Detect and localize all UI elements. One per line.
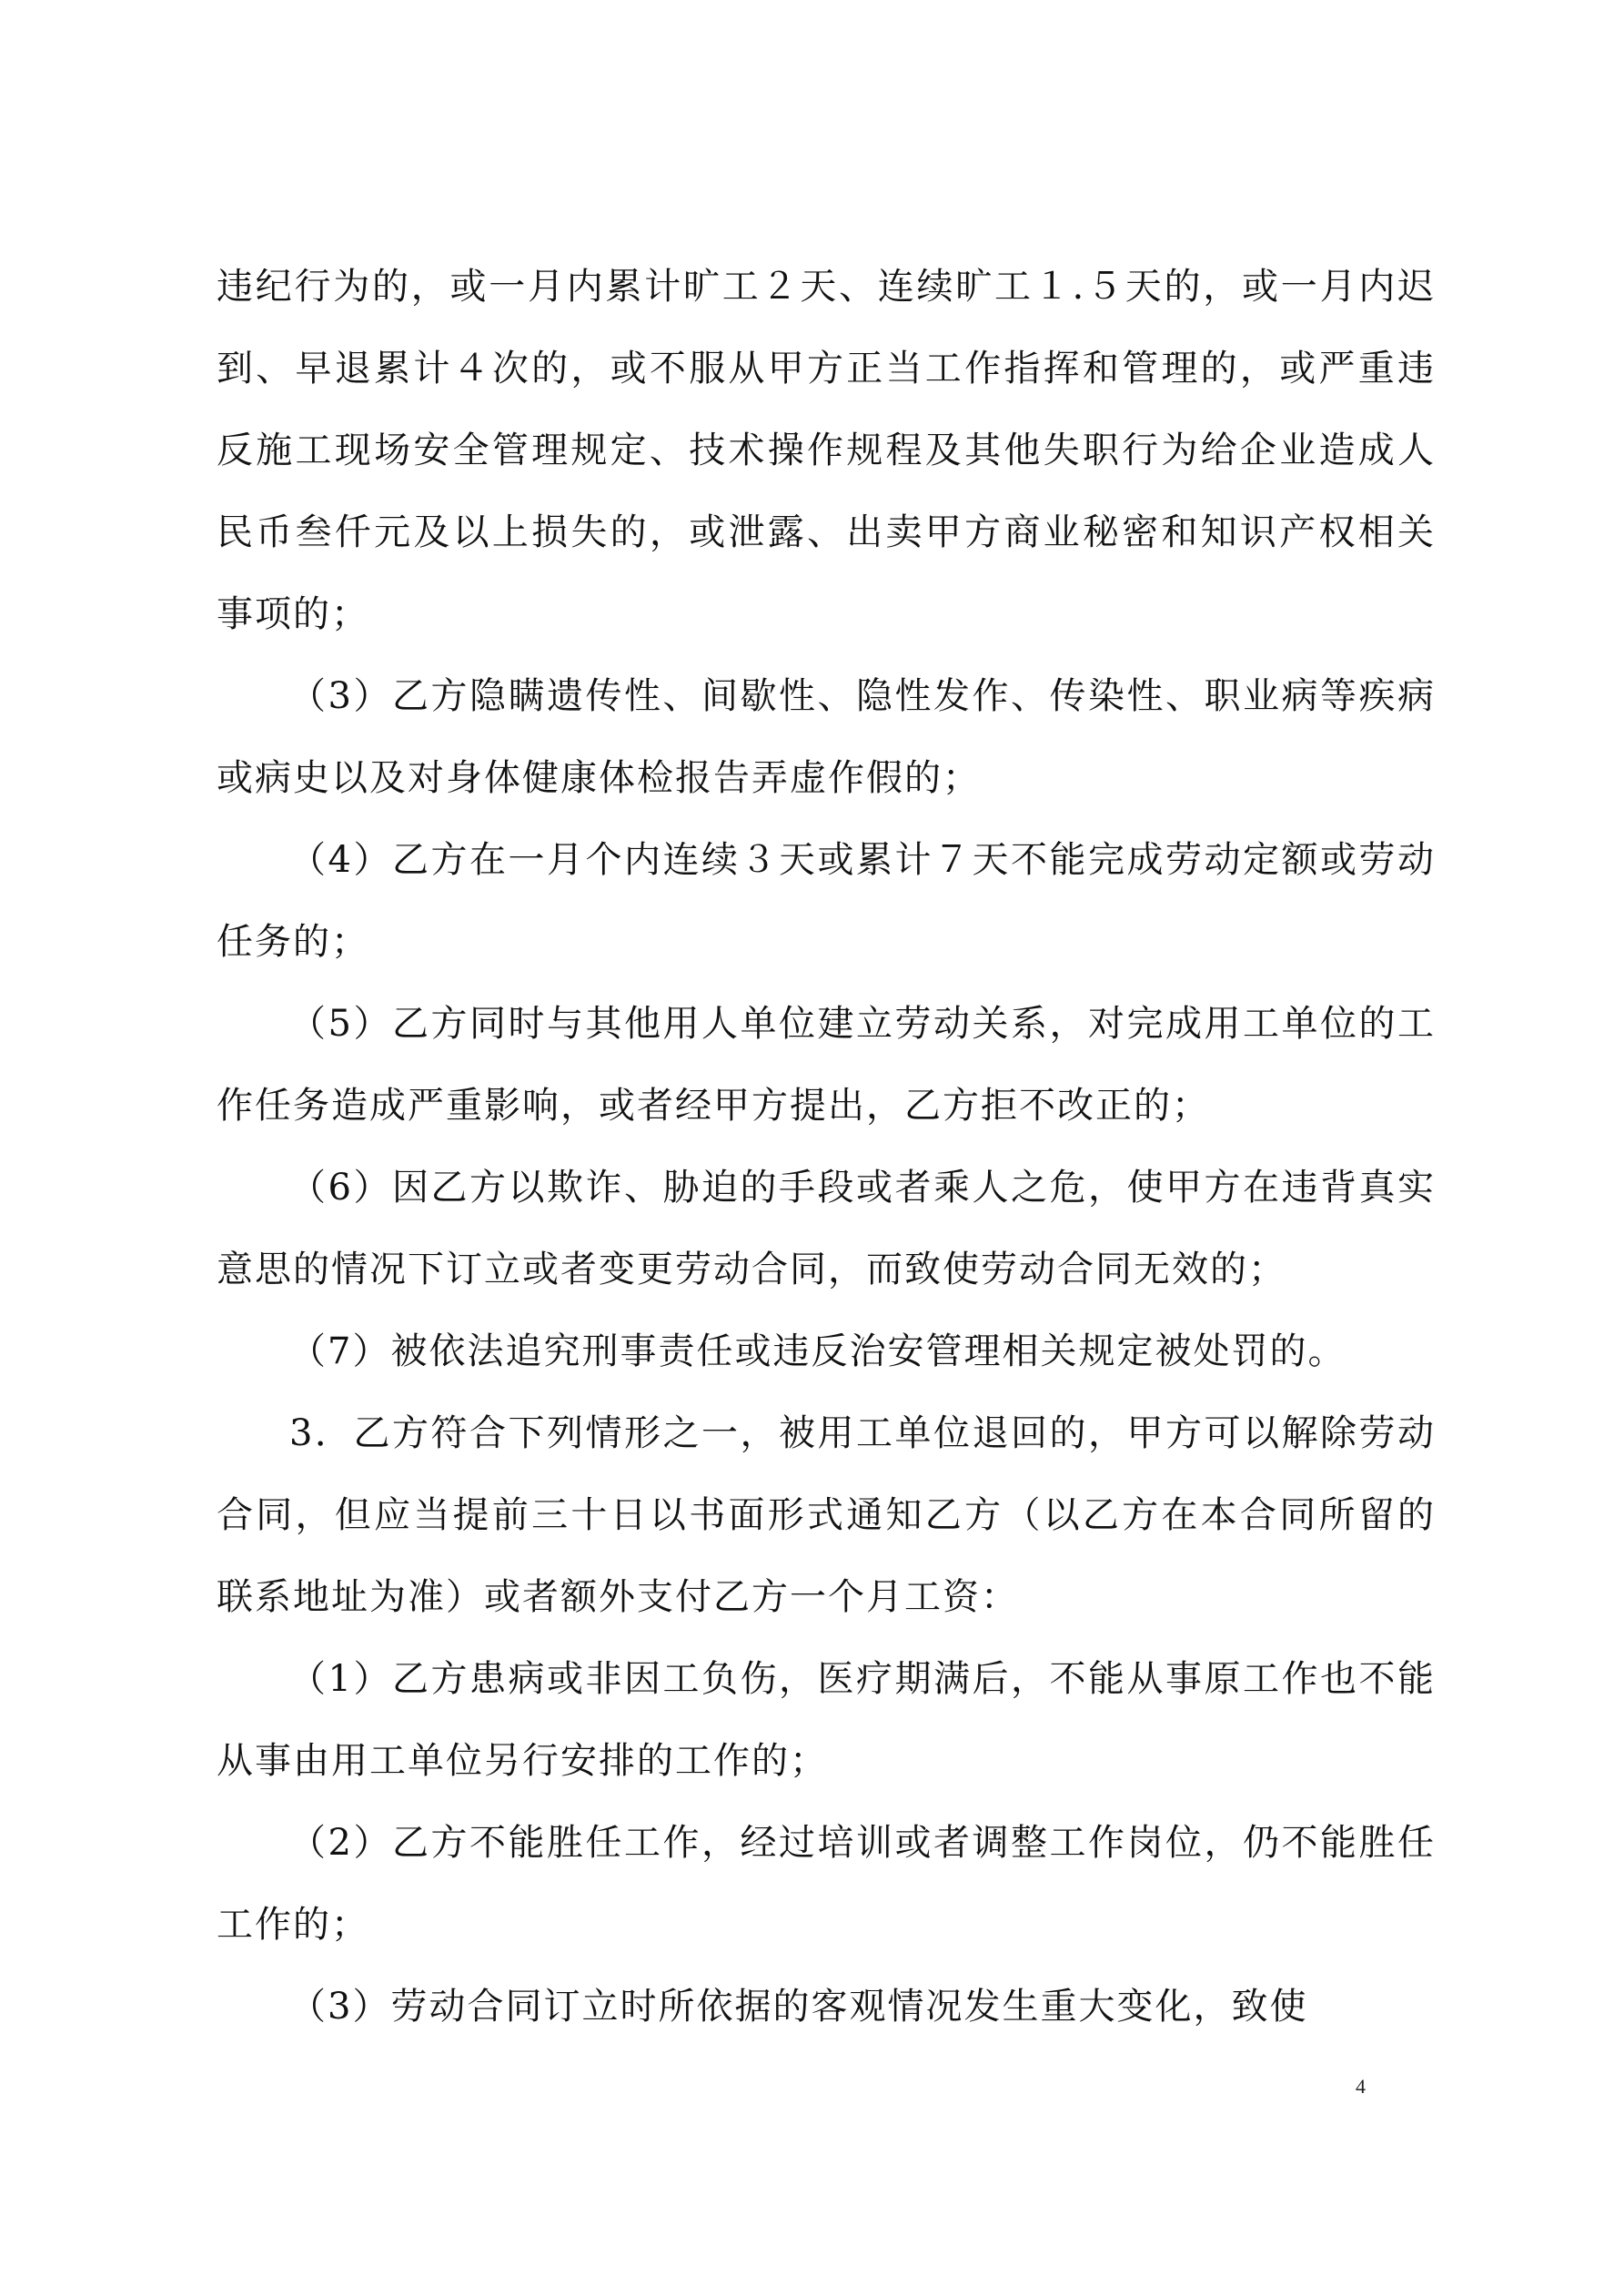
paragraph-subitem-1: （1）乙方患病或非因工负伤，医疗期满后，不能从事原工作也不能从事由用工单位另行安排的工作的； (217, 1658, 1436, 1782)
page-number: 4 (1356, 2075, 1366, 2098)
paragraph-item-3: （3）乙方隐瞒遗传性、间歇性、隐性发作、传染性、职业病等疾病或病史以及对身体健康体检报告弄虚作假的； (217, 675, 1436, 799)
paragraph-item-5: （5）乙方同时与其他用人单位建立劳动关系，对完成用工单位的工作任务造成严重影响，或者经甲方提出，乙方拒不改正的； (217, 1003, 1436, 1127)
paragraph-item-6: （6）因乙方以欺诈、胁迫的手段或者乘人之危，使甲方在违背真实意思的情况下订立或者变更劳动合同，而致使劳动合同无效的； (217, 1167, 1436, 1290)
paragraph-subitem-3: （3）劳动合同订立时所依据的客观情况发生重大变化，致使 (289, 1986, 1308, 2028)
document-body (217, 246, 1436, 2048)
paragraph-subitem-2: （2）乙方不能胜任工作，经过培训或者调整工作岗位，仍不能胜任工作的； (217, 1822, 1436, 1946)
paragraph-item-4: （4）乙方在一月个内连续３天或累计７天不能完成劳动定额或劳动任务的； (217, 839, 1436, 963)
paragraph-section-3: 3．乙方符合下列情形之一，被用工单位退回的，甲方可以解除劳动合同，但应当提前三十日以书面形式通知乙方（以乙方在本合同所留的联系地址为准）或者额外支付乙方一个月工资： (217, 1412, 1436, 1618)
paragraph-item-7: （7）被依法追究刑事责任或违反治安管理相关规定被处罚的。 (289, 1330, 1347, 1372)
paragraph-continuation: 违纪行为的，或一月内累计旷工２天、连续旷工１.５天的，或一月内迟到、早退累计４次的，或不服从甲方正当工作指挥和管理的，或严重违反施工现场安全管理规定、技术操作规程及其他失职行为给企业造成人民币叁仟元及以上损失的，或泄露、出卖甲方商业秘密和知识产权相关事项的； (217, 266, 1436, 635)
